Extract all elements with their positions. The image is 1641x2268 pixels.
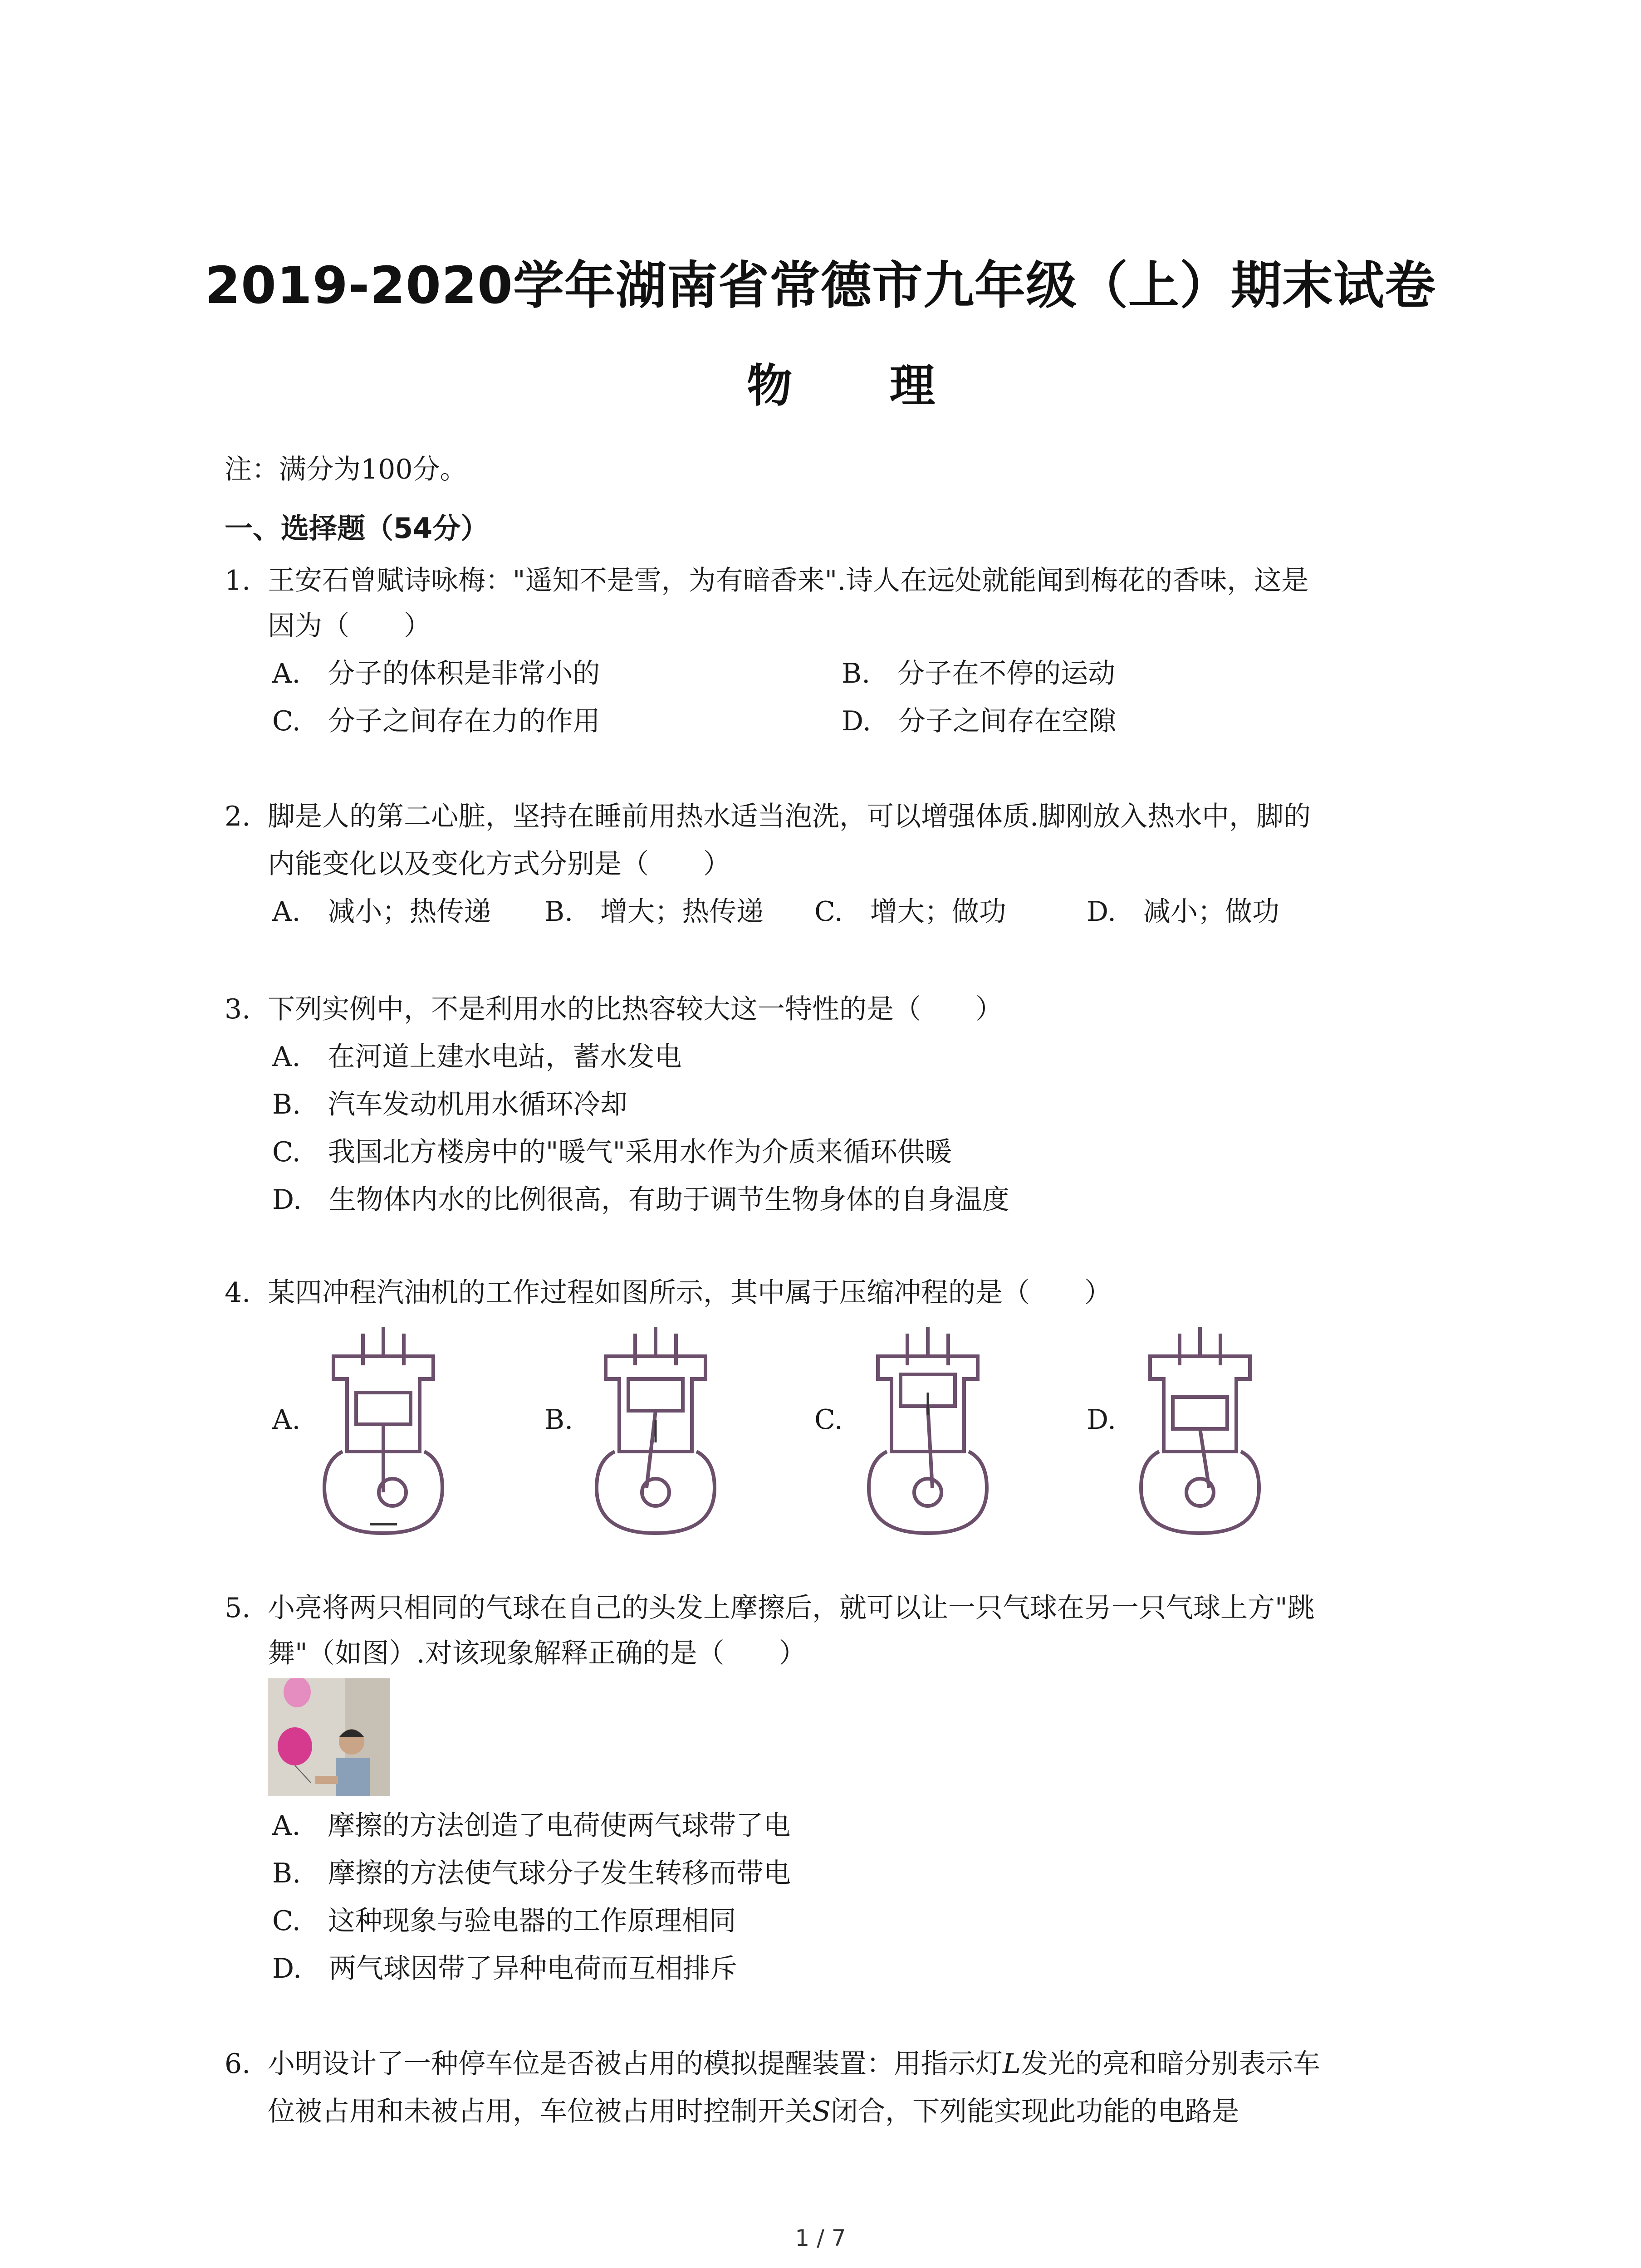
question-5-option-c[interactable]: C. 这种现象与验电器的工作原理相同 <box>272 1905 736 1937</box>
question-5-option-d[interactable]: D. 两气球因带了异种电荷而互相排斥 <box>272 1953 738 1984</box>
engine-option-d-label[interactable]: D. <box>1087 1404 1117 1436</box>
balloon-photo <box>268 1678 390 1796</box>
question-1-stem-line2: 因为（ ） <box>268 610 431 642</box>
question-3-option-b[interactable]: B. 汽车发动机用水循环冷却 <box>272 1089 628 1120</box>
question-2-stem <box>225 798 1311 835</box>
question-5-stem-line2: 舞"（如图）.对该现象解释正确的是（ ） <box>268 1637 806 1669</box>
question-5-stem <box>225 1590 1315 1626</box>
question-number: 1. <box>225 565 251 596</box>
question-text: 发光的亮和暗分别表示车 <box>1020 2048 1320 2080</box>
question-1-option-b[interactable]: B. 分子在不停的运动 <box>842 658 1116 689</box>
section-heading: 一、选择题（54分） <box>225 512 489 545</box>
question-number: 2. <box>225 801 251 832</box>
question-6-stem-line2 <box>268 2093 1239 2130</box>
question-3-option-c[interactable]: C. 我国北方楼房中的"暖气"采用水作为介质来循环供暖 <box>272 1136 952 1168</box>
question-3-option-a[interactable]: A. 在河道上建水电站，蓄水发电 <box>272 1041 682 1073</box>
switch-symbol: S <box>812 2096 831 2127</box>
question-2-stem-line2: 内能变化以及变化方式分别是（ ） <box>268 848 730 880</box>
engine-diagram-b[interactable] <box>588 1325 724 1542</box>
question-text: 脚是人的第二心脏，坚持在睡前用热水适当泡洗，可以增强体质.脚刚放入热水中，脚的 <box>268 801 1311 832</box>
score-note: 注：满分为100分。 <box>225 454 467 485</box>
question-1-option-d[interactable]: D. 分子之间存在空隙 <box>842 705 1117 737</box>
question-text: 小亮将两只相同的气球在自己的头发上摩擦后，就可以让一只气球在另一只气球上方"跳 <box>268 1592 1315 1624</box>
question-number: 3. <box>225 993 251 1025</box>
lamp-symbol: L <box>1003 2048 1021 2080</box>
question-2-option-d[interactable]: D. 减小；做功 <box>1087 896 1280 928</box>
question-3-stem <box>225 991 1003 1027</box>
exam-title: 2019-2020学年湖南省常德市九年级（上）期末试卷 <box>205 256 1436 315</box>
question-number: 5. <box>225 1592 251 1624</box>
question-text: 位被占用和未被占用，车位被占用时控制开关 <box>268 2096 812 2127</box>
question-5-option-b[interactable]: B. 摩擦的方法使气球分子发生转移而带电 <box>272 1857 791 1889</box>
question-3-option-d[interactable]: D. 生物体内水的比例很高，有助于调节生物身体的自身温度 <box>272 1184 1010 1216</box>
subject-title: 物 理 <box>747 359 976 412</box>
question-2-option-a[interactable]: A. 减小；热传递 <box>272 896 491 928</box>
question-number: 6. <box>225 2048 251 2080</box>
question-6-stem <box>225 2046 1320 2082</box>
question-text: 小明设计了一种停车位是否被占用的模拟提醒装置：用指示灯 <box>268 2048 1003 2080</box>
question-1-option-c[interactable]: C. 分子之间存在力的作用 <box>272 705 600 737</box>
engine-option-a-label[interactable]: A. <box>272 1404 301 1436</box>
question-4-stem <box>225 1275 1112 1311</box>
question-2-option-b[interactable]: B. 增大；热传递 <box>544 896 764 928</box>
question-text: 某四冲程汽油机的工作过程如图所示，其中属于压缩冲程的是（ ） <box>268 1277 1112 1309</box>
engine-diagram-d[interactable] <box>1132 1325 1268 1542</box>
question-5-option-a[interactable]: A. 摩擦的方法创造了电荷使两气球带了电 <box>272 1810 791 1842</box>
question-text: 下列实例中，不是利用水的比热容较大这一特性的是（ ） <box>268 993 1003 1025</box>
question-number: 4. <box>225 1277 251 1309</box>
page-number: 1 / 7 <box>795 2225 846 2251</box>
engine-option-b-label[interactable]: B. <box>544 1404 573 1436</box>
question-1-stem <box>225 562 1308 599</box>
question-text: 闭合，下列能实现此功能的电路是 <box>831 2096 1239 2127</box>
engine-option-c-label[interactable]: C. <box>814 1404 843 1436</box>
question-2-option-c[interactable]: C. 增大；做功 <box>814 896 1006 928</box>
engine-diagram-a[interactable] <box>315 1325 451 1542</box>
question-text: 王安石曾赋诗咏梅："遥知不是雪，为有暗香来".诗人在远处就能闻到梅花的香味，这是 <box>268 565 1309 596</box>
question-1-option-a[interactable]: A. 分子的体积是非常小的 <box>272 658 600 689</box>
engine-diagram-c[interactable] <box>860 1325 996 1542</box>
